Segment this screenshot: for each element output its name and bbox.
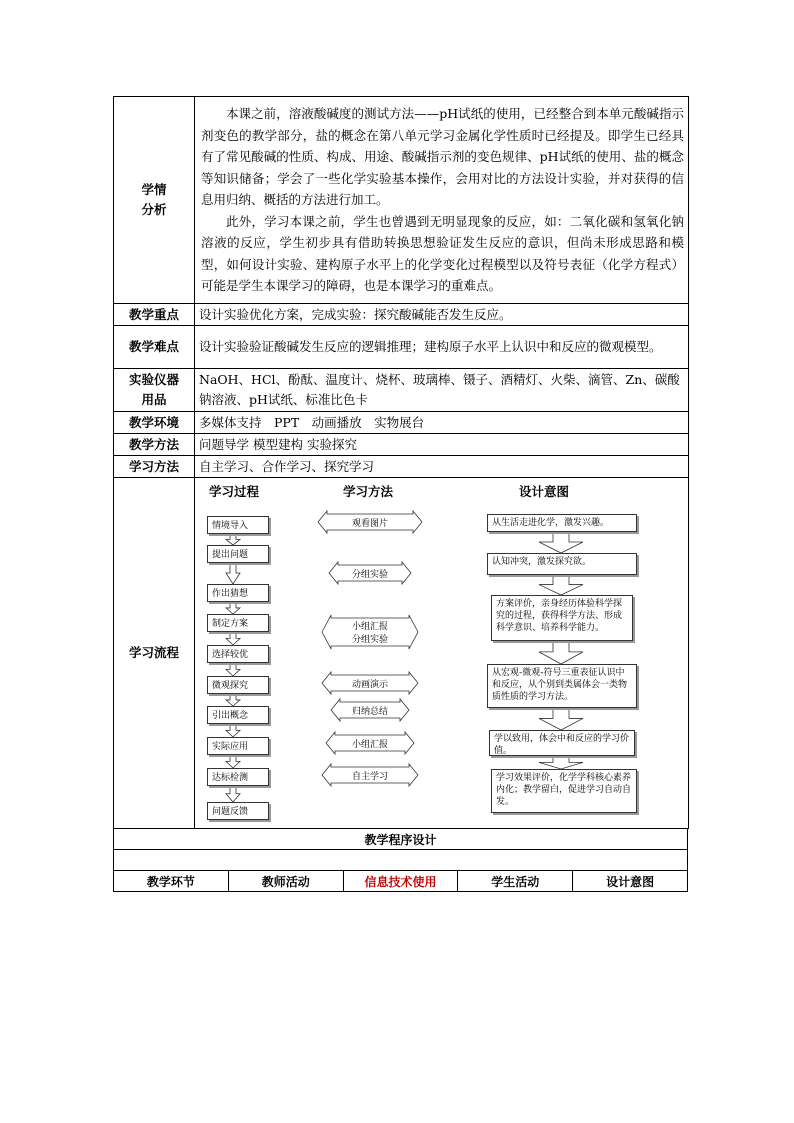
- down-arrow-icon: [539, 576, 583, 595]
- intent-box: 学以致用，体会中和反应的学习价值。: [489, 730, 635, 756]
- environment-label: 教学环境: [114, 412, 195, 434]
- program-header-row: [114, 871, 688, 892]
- process-step: 达标检测: [207, 768, 269, 786]
- analysis-label: 学情 分析: [114, 97, 195, 304]
- program-col-teacher: 教师活动: [228, 871, 343, 892]
- process-step: 作出猜想: [207, 584, 269, 602]
- key-point-row: [114, 304, 689, 326]
- lesson-plan-table: [113, 96, 689, 829]
- method-label: 自主学习: [351, 772, 389, 782]
- down-arrow-icon: [539, 642, 583, 664]
- method-label: 分组实验: [351, 570, 389, 580]
- method-label: 小组汇报: [351, 740, 389, 750]
- program-col-intent: 设计意图: [573, 871, 688, 892]
- equipment-value: NaOH、HCl、酚酞、温度计、烧杯、玻璃棒、镊子、酒精灯、火柴、滴管、Zn、碳酸钠溶液、pH试纸、标准比色卡: [195, 369, 689, 412]
- process-step: 微观探究: [207, 676, 269, 694]
- difficulty-row: [114, 326, 689, 369]
- method-label: 分组实验: [351, 635, 389, 645]
- environment-row: [114, 412, 689, 434]
- down-arrow-icon: [226, 756, 240, 768]
- learning-method-value: 自主学习、合作学习、探究学习: [195, 456, 689, 478]
- down-arrow-icon: [226, 787, 240, 802]
- process-step: 引出概念: [207, 706, 269, 724]
- flow-header-method: 学习方法: [343, 484, 394, 499]
- down-arrow-icon: [226, 695, 240, 706]
- intent-box: 方案评价，亲身经历体验科学探究的过程，获得科学方法、形成科学意识、培养科学能力。: [491, 595, 633, 641]
- down-arrow-icon: [226, 603, 240, 614]
- program-col-tech: 信息技术使用: [343, 871, 458, 892]
- intent-box: 学习效果评价，化学学科核心素养内化；教学留白，促进学习自动自发。: [491, 769, 637, 813]
- down-arrow-icon: [226, 725, 240, 737]
- equipment-label: 实验仪器 用品: [114, 369, 195, 412]
- method-label: 观看图片: [351, 519, 389, 529]
- program-blank-row: [114, 850, 688, 871]
- flow-row: [114, 478, 689, 829]
- analysis-paragraph-1: 本课之前，溶液酸碱度的测试方法——pH试纸的使用，已经整合到本单元酸碱指示剂变色的教学部分，盐的概念在第八单元学习金属化学性质时已经提及。即学生已经具有了常见酸碱的性质、构成、用途、酸碱指示剂的变色规律、pH试纸的使用、盐的概念等知识储备；学会了一些化学实验基本操作，会用对比的方法设计实验，并对获得的信息用归纳、概括的方法进行加工。: [201, 106, 684, 208]
- process-step: 选择较优: [207, 645, 269, 663]
- teaching-method-value: 问题导学 模型建构 实验探究: [195, 434, 689, 456]
- equipment-row: [114, 369, 689, 412]
- difficulty-value: 设计实验验证酸碱发生反应的逻辑推理；建构原子水平上认识中和反应的微观模型。: [195, 326, 689, 369]
- down-arrow-icon: [539, 533, 583, 553]
- down-arrow-icon: [226, 664, 240, 676]
- flow-header-intent: 设计意图: [519, 484, 570, 499]
- process-step: 问题反馈: [207, 802, 269, 820]
- down-arrow-icon: [226, 535, 240, 545]
- teaching-method-row: [114, 434, 689, 456]
- program-title: 教学程序设计: [114, 829, 688, 850]
- environment-value: 多媒体支持 PPT 动画播放 实物展台: [195, 412, 689, 434]
- flow-header-process: 学习过程: [209, 484, 260, 499]
- down-arrow-icon: [539, 709, 583, 730]
- method-label: 小组汇报: [351, 622, 389, 632]
- intent-box: 从宏观-微观-符号三重表征认识中和反应，从个别到类属体会一类物质性质的学习方法。: [487, 664, 637, 708]
- method-label: 动画演示: [351, 680, 389, 690]
- program-col-student: 学生活动: [458, 871, 573, 892]
- intent-box: 认知冲突，激发探究欲。: [487, 553, 637, 575]
- method-label: 归纳总结: [351, 707, 389, 717]
- down-arrow-icon: [226, 564, 240, 584]
- program-section: [113, 829, 688, 892]
- learning-method-row: [114, 456, 689, 478]
- down-arrow-icon: [539, 757, 583, 769]
- key-point-value: 设计实验优化方案，完成实验：探究酸碱能否发生反应。: [195, 304, 689, 326]
- analysis-content: [195, 97, 689, 304]
- intent-box: 从生活走进化学，激发兴趣。: [487, 514, 637, 532]
- key-point-label: 教学重点: [114, 304, 195, 326]
- difficulty-label: 教学难点: [114, 326, 195, 369]
- process-step: 制定方案: [207, 614, 269, 632]
- teaching-method-label: 教学方法: [114, 434, 195, 456]
- process-step: 提出问题: [207, 545, 269, 563]
- process-step: 实际应用: [207, 737, 269, 755]
- flow-label: 学习流程: [114, 478, 195, 829]
- down-arrow-icon: [226, 633, 240, 645]
- flow-diagram: [195, 478, 689, 829]
- lesson-plan-page: [113, 96, 688, 892]
- analysis-paragraph-2: 此外，学习本课之前，学生也曾遇到无明显现象的反应，如：二氧化碳和氢氧化钠溶液的反应，学生初步具有借助转换思想验证发生反应的意识，但尚未形成思路和模型，如何设计实验、建构原子水平上的化学变化过程模型以及符号表征（化学方程式）可能是学生本课学习的障碍，也是本课学习的重难点。: [201, 213, 684, 294]
- process-step: 情境导入: [207, 516, 269, 534]
- learning-method-label: 学习方法: [114, 456, 195, 478]
- analysis-row: [114, 97, 689, 304]
- program-col-stage: 教学环节: [114, 871, 229, 892]
- program-table: [113, 829, 688, 892]
